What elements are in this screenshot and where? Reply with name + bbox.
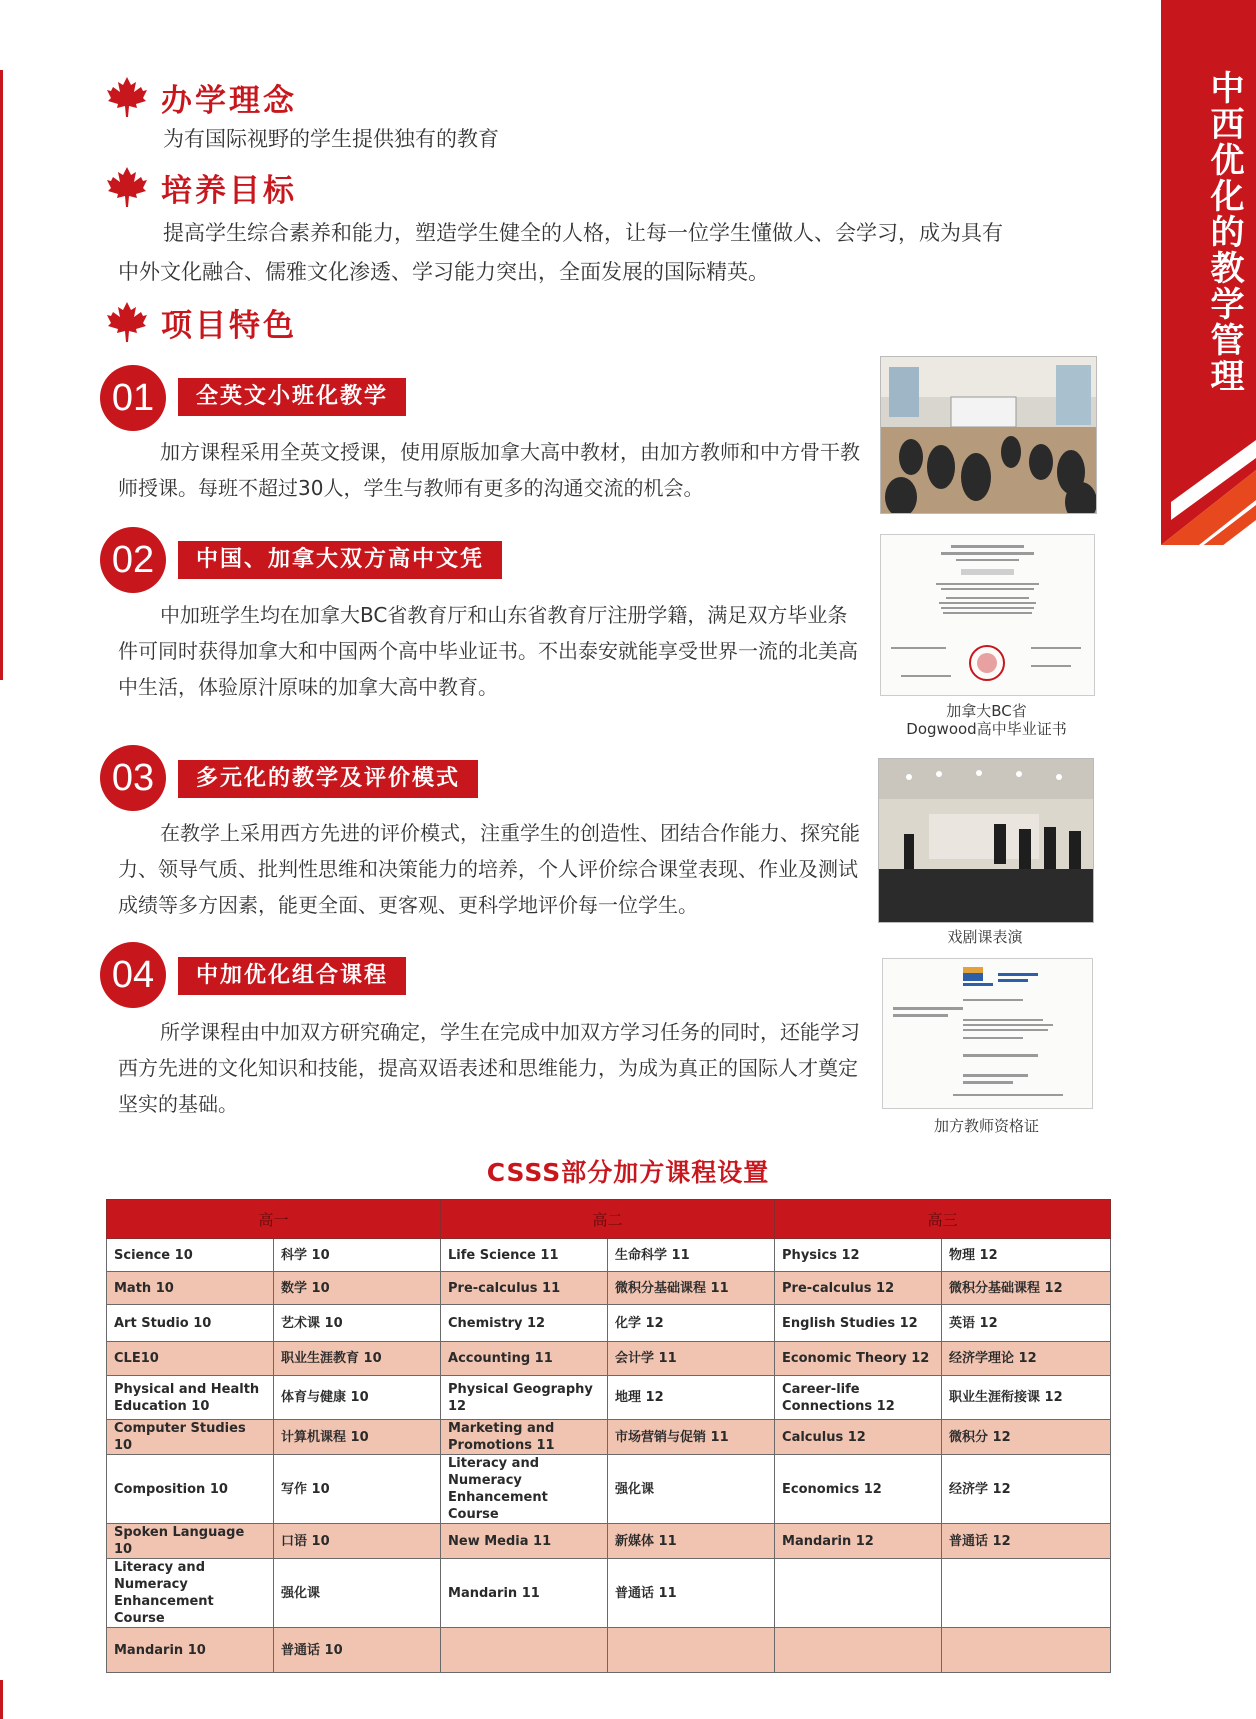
section-features-header bbox=[105, 300, 297, 344]
section-goals-text-line1: 提高学生综合素养和能力，塑造学生健全的人格，让每一位学生懂做人、会学习，成为具有 bbox=[163, 221, 1003, 245]
feature-title: 多元化的教学及评价模式 bbox=[178, 760, 478, 798]
certificate-caption-line1: 加拿大BC省 bbox=[946, 702, 1027, 720]
table-cell: Chemistry 12 bbox=[441, 1305, 608, 1342]
table-cell: Literacy and Numeracy Enhancement Course bbox=[107, 1559, 274, 1628]
certificate-caption-line2: Dogwood高中毕业证书 bbox=[906, 720, 1067, 738]
classroom-photo bbox=[880, 356, 1097, 514]
table-cell: 微积分 12 bbox=[942, 1420, 1111, 1455]
feature-number-badge: 01 bbox=[100, 365, 166, 431]
table-cell: Art Studio 10 bbox=[107, 1305, 274, 1342]
drama-caption: 戏剧课表演 bbox=[947, 928, 1023, 946]
feature-description: 所学课程由中加双方研究确定，学生在完成中加双方学习任务的同时，还能学习西方先进的文化知识和技能，提高双语表述和思维能力，为成为真正的国际人才奠定坚实的基础。 bbox=[118, 1020, 860, 1116]
table-cell: 微积分基础课程 12 bbox=[942, 1272, 1111, 1305]
table-cell: 职业生涯教育 10 bbox=[274, 1342, 441, 1376]
feature-description: 加方课程采用全英文授课，使用原版加拿大高中教材，由加方教师和中方骨干教师授课。每班不超过30人，学生与教师有更多的沟通交流的机会。 bbox=[118, 440, 860, 500]
maple-leaf-icon bbox=[105, 75, 149, 119]
section-goals-text-line2: 中外文化融合、儒雅文化渗透、学习能力突出，全面发展的国际精英。 bbox=[118, 260, 769, 284]
table-header-row bbox=[107, 1200, 1111, 1239]
table-cell: 生命科学 11 bbox=[608, 1239, 775, 1272]
table-cell: 化学 12 bbox=[608, 1305, 775, 1342]
table-cell: 体育与健康 10 bbox=[274, 1376, 441, 1420]
table-cell bbox=[441, 1628, 608, 1673]
table-cell bbox=[775, 1559, 942, 1628]
feature-number-badge: 04 bbox=[100, 942, 166, 1008]
course-table-title: CSSS部分加方课程设置 bbox=[486, 1158, 770, 1187]
section-goals-header bbox=[105, 165, 297, 209]
table-row bbox=[107, 1420, 1111, 1455]
table-cell: 普通话 12 bbox=[942, 1524, 1111, 1559]
table-cell: 强化课 bbox=[274, 1559, 441, 1628]
table-cell: 艺术课 10 bbox=[274, 1305, 441, 1342]
table-row bbox=[107, 1239, 1111, 1272]
banner-title: 中西优化的教学管理 bbox=[1204, 70, 1244, 394]
table-cell: Physical Geography 12 bbox=[441, 1376, 608, 1420]
table-cell: Mandarin 10 bbox=[107, 1628, 274, 1673]
table-row bbox=[107, 1376, 1111, 1420]
feature-title: 中国、加拿大双方高中文凭 bbox=[178, 541, 502, 579]
table-cell: 市场营销与促销 11 bbox=[608, 1420, 775, 1455]
feature-description: 在教学上采用西方先进的评价模式，注重学生的创造性、团结合作能力、探究能力、领导气质、批判性思维和决策能力的培养，个人评价综合课堂表现、作业及测试成绩等多方因素，能更全面、更客观、更科学地评价每一位学生。 bbox=[118, 821, 860, 917]
table-cell: Career-life Connections 12 bbox=[775, 1376, 942, 1420]
table-cell: 口语 10 bbox=[274, 1524, 441, 1559]
drama-class-photo bbox=[878, 758, 1094, 923]
maple-leaf-icon bbox=[105, 165, 149, 209]
teacher-certificate-caption: 加方教师资格证 bbox=[933, 1117, 1039, 1135]
table-cell: 经济学理论 12 bbox=[942, 1342, 1111, 1376]
table-cell: 强化课 bbox=[608, 1455, 775, 1524]
table-row bbox=[107, 1559, 1111, 1628]
table-cell: 职业生涯衔接课 12 bbox=[942, 1376, 1111, 1420]
table-cell bbox=[775, 1628, 942, 1673]
table-cell: Mandarin 12 bbox=[775, 1524, 942, 1559]
feature-number-badge: 02 bbox=[100, 527, 166, 593]
table-cell: Life Science 11 bbox=[441, 1239, 608, 1272]
table-cell: Composition 10 bbox=[107, 1455, 274, 1524]
table-cell: Pre-calculus 11 bbox=[441, 1272, 608, 1305]
table-cell: Marketing and Promotions 11 bbox=[441, 1420, 608, 1455]
grade10-header: 高一 bbox=[107, 1200, 441, 1239]
course-table bbox=[106, 1199, 1111, 1673]
table-row bbox=[107, 1524, 1111, 1559]
side-banner bbox=[1161, 0, 1256, 545]
table-cell: Economic Theory 12 bbox=[775, 1342, 942, 1376]
feature-number-badge: 03 bbox=[100, 745, 166, 811]
grade11-header: 高二 bbox=[441, 1200, 775, 1239]
table-cell: Computer Studies 10 bbox=[107, 1420, 274, 1455]
left-accent-line bbox=[0, 70, 3, 680]
table-cell bbox=[942, 1628, 1111, 1673]
table-cell: Accounting 11 bbox=[441, 1342, 608, 1376]
table-cell: Physical and Health Education 10 bbox=[107, 1376, 274, 1420]
table-row bbox=[107, 1272, 1111, 1305]
section-philosophy-header bbox=[105, 75, 297, 119]
teacher-certificate-image bbox=[882, 958, 1093, 1109]
table-cell: 新媒体 11 bbox=[608, 1524, 775, 1559]
section-title: 培养目标 bbox=[161, 172, 297, 209]
table-cell: Calculus 12 bbox=[775, 1420, 942, 1455]
table-cell: Literacy and Numeracy Enhancement Course bbox=[441, 1455, 608, 1524]
table-row bbox=[107, 1305, 1111, 1342]
table-cell: 写作 10 bbox=[274, 1455, 441, 1524]
table-cell: English Studies 12 bbox=[775, 1305, 942, 1342]
maple-leaf-icon bbox=[105, 300, 149, 344]
section-title: 项目特色 bbox=[161, 307, 297, 344]
left-accent-line-bottom bbox=[0, 1680, 3, 1719]
table-cell: 普通话 11 bbox=[608, 1559, 775, 1628]
table-cell: Pre-calculus 12 bbox=[775, 1272, 942, 1305]
table-cell: CLE10 bbox=[107, 1342, 274, 1376]
table-cell: 经济学 12 bbox=[942, 1455, 1111, 1524]
table-cell: Science 10 bbox=[107, 1239, 274, 1272]
table-cell: 科学 10 bbox=[274, 1239, 441, 1272]
table-cell: 微积分基础课程 11 bbox=[608, 1272, 775, 1305]
section-philosophy-text: 为有国际视野的学生提供独有的教育 bbox=[163, 127, 499, 151]
table-cell: Physics 12 bbox=[775, 1239, 942, 1272]
table-cell: Mandarin 11 bbox=[441, 1559, 608, 1628]
table-row bbox=[107, 1455, 1111, 1524]
table-cell: Math 10 bbox=[107, 1272, 274, 1305]
table-cell: Spoken Language 10 bbox=[107, 1524, 274, 1559]
table-cell: 英语 12 bbox=[942, 1305, 1111, 1342]
table-row bbox=[107, 1342, 1111, 1376]
feature-title: 中加优化组合课程 bbox=[178, 957, 406, 995]
table-cell: 地理 12 bbox=[608, 1376, 775, 1420]
section-title: 办学理念 bbox=[161, 82, 297, 119]
table-cell bbox=[942, 1559, 1111, 1628]
table-cell bbox=[608, 1628, 775, 1673]
table-cell: 会计学 11 bbox=[608, 1342, 775, 1376]
table-cell: New Media 11 bbox=[441, 1524, 608, 1559]
feature-title: 全英文小班化教学 bbox=[178, 378, 406, 416]
feature-description: 中加班学生均在加拿大BC省教育厅和山东省教育厅注册学籍，满足双方毕业条件可同时获得加拿大和中国两个高中毕业证书。不出泰安就能享受世界一流的北美高中生活，体验原汁原味的加拿大高中教育。 bbox=[118, 603, 858, 699]
grade12-header: 高三 bbox=[775, 1200, 1111, 1239]
dogwood-certificate-image bbox=[880, 534, 1095, 696]
table-cell: Economics 12 bbox=[775, 1455, 942, 1524]
table-cell: 数学 10 bbox=[274, 1272, 441, 1305]
table-cell: 普通话 10 bbox=[274, 1628, 441, 1673]
table-cell: 物理 12 bbox=[942, 1239, 1111, 1272]
table-cell: 计算机课程 10 bbox=[274, 1420, 441, 1455]
table-row bbox=[107, 1628, 1111, 1673]
